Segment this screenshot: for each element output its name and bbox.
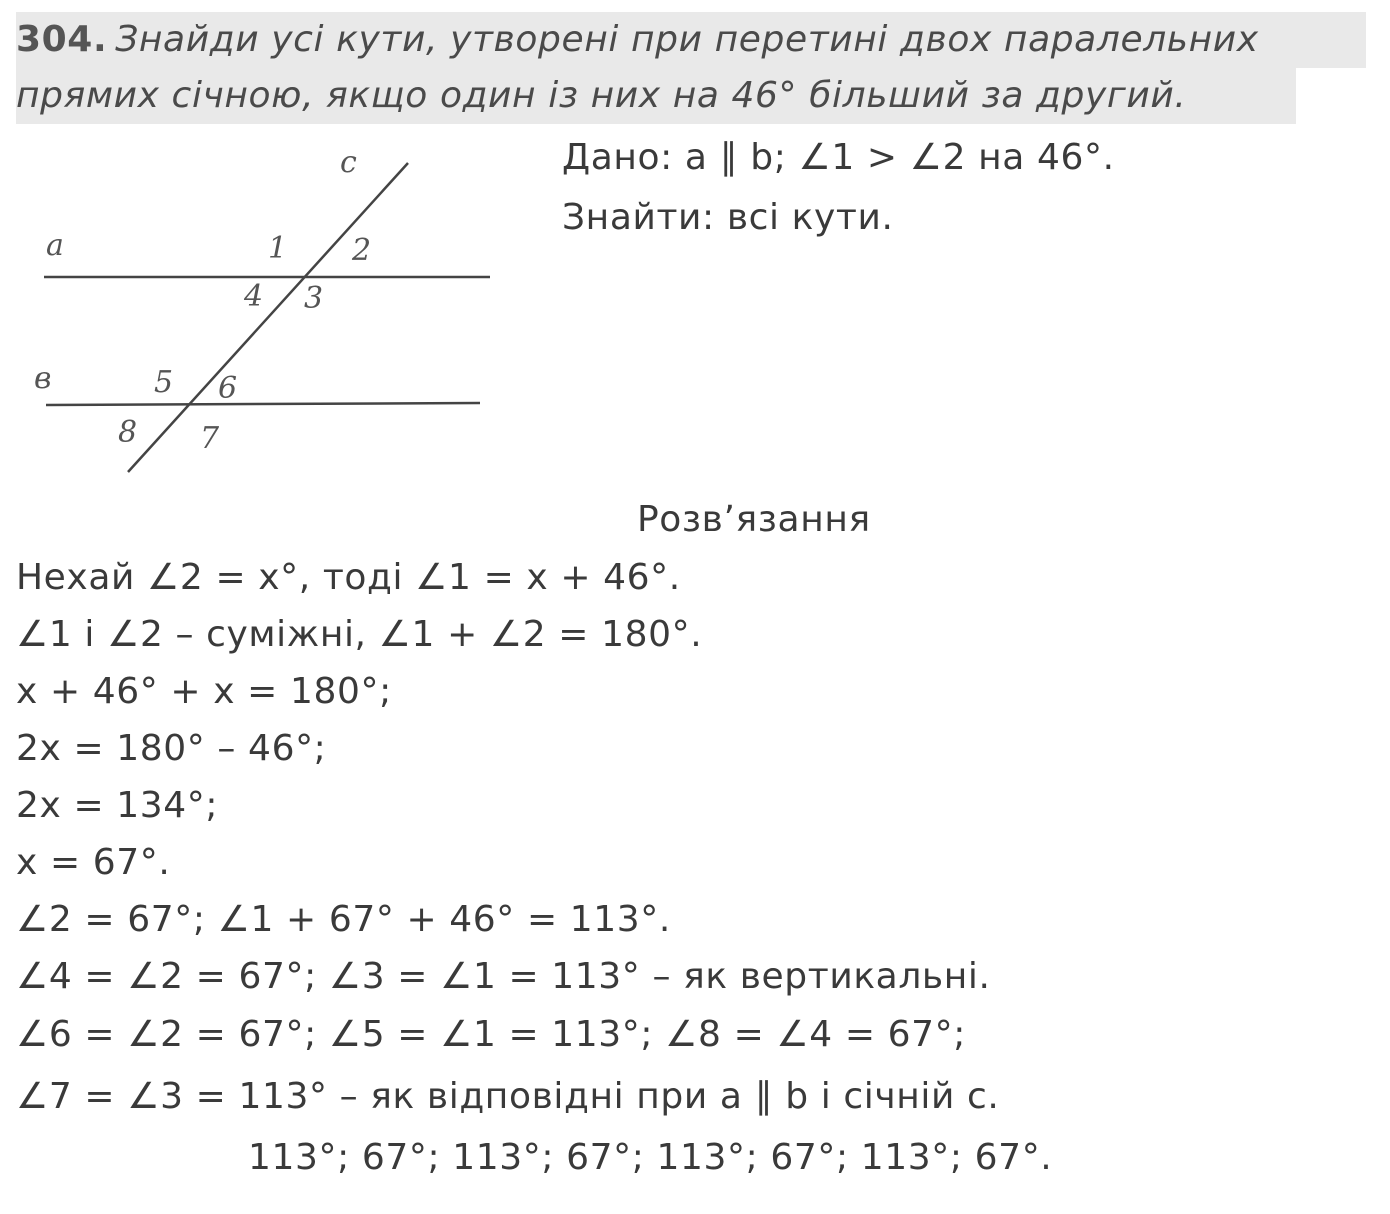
problem-text-2: прямих січною, якщо один із них на 46° більший за другий. [16, 75, 1187, 116]
label-b: в [34, 361, 52, 396]
parallel-lines-diagram [0, 130, 520, 490]
answer-line: 113°; 67°; 113°; 67°; 113°; 67°; 113°; 67°. [248, 1137, 1053, 1178]
label-c: c [340, 145, 357, 180]
label-a: a [46, 228, 64, 263]
label-angle-6: 6 [218, 371, 238, 406]
solution-line: ∠6 = ∠2 = 67°; ∠5 = ∠1 = 113°; ∠8 = ∠4 = 67°; [16, 1014, 966, 1055]
problem-text-1: Знайди усі кути, утворені при перетині двох паралельних [115, 19, 1259, 60]
solution-title: Розв’язання [637, 499, 871, 540]
solution-line: x = 67°. [16, 842, 171, 883]
solution-line: ∠7 = ∠3 = 113° – як відповідні при a ∥ b і січній c. [16, 1076, 1000, 1117]
solution-line: Нехай ∠2 = x°, тоді ∠1 = x + 46°. [16, 557, 681, 598]
label-angle-7: 7 [200, 421, 220, 456]
solution-line: ∠4 = ∠2 = 67°; ∠3 = ∠1 = 113° – як вертикальні. [16, 956, 991, 997]
solution-line: 2x = 134°; [16, 785, 219, 826]
label-angle-3: 3 [304, 281, 324, 316]
problem-line-1 [16, 12, 1366, 68]
label-angle-1: 1 [268, 231, 288, 266]
solution-line: x + 46° + x = 180°; [16, 671, 392, 712]
given-line: Дано: a ∥ b; ∠1 > ∠2 на 46°. [562, 137, 1115, 178]
problem-line-2 [16, 68, 1296, 124]
transversal-c [128, 163, 408, 472]
solution-line: ∠1 і ∠2 – суміжні, ∠1 + ∠2 = 180°. [16, 614, 703, 655]
label-angle-8: 8 [118, 415, 138, 450]
label-angle-5: 5 [154, 365, 174, 400]
label-angle-4: 4 [244, 279, 264, 314]
line-b [46, 403, 480, 405]
label-angle-2: 2 [352, 233, 372, 268]
find-line: Знайти: всі кути. [562, 197, 894, 238]
problem-number: 304. [16, 19, 108, 60]
solution-line: ∠2 = 67°; ∠1 + 67° + 46° = 113°. [16, 899, 671, 940]
solution-line: 2x = 180° – 46°; [16, 728, 327, 769]
